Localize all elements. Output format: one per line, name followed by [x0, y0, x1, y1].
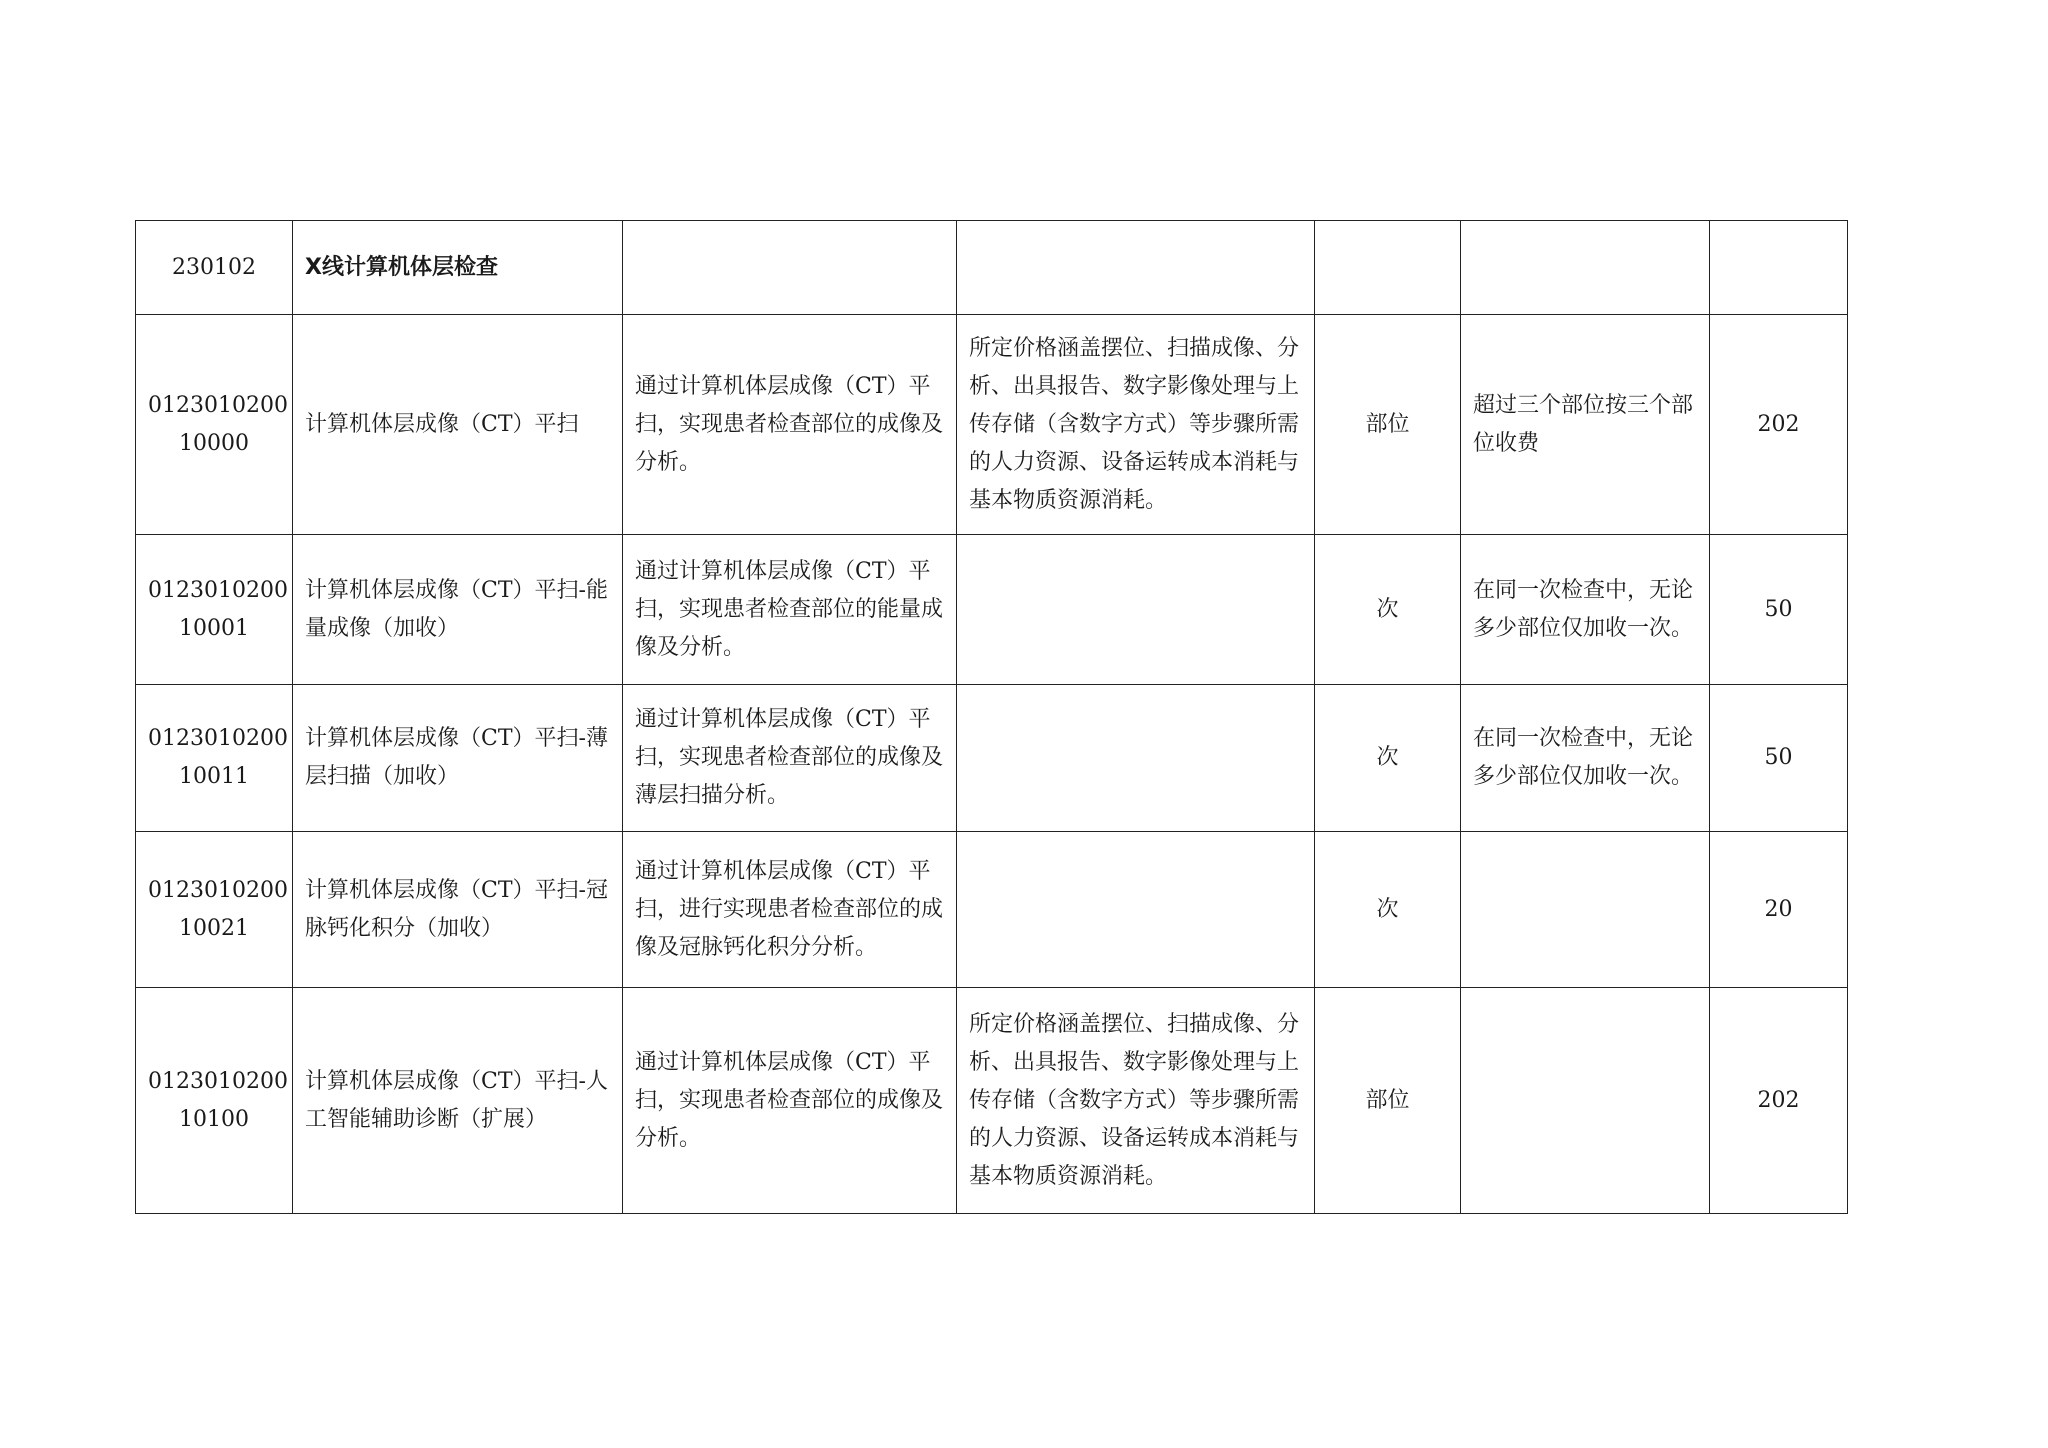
table-row	[136, 535, 1848, 685]
item-name: 计算机体层成像（CT）平扫-薄层扫描（加收）	[293, 685, 623, 832]
item-price-composition	[957, 685, 1315, 832]
item-code-line: 10000	[179, 430, 249, 456]
item-code	[136, 535, 293, 685]
item-price-composition: 所定价格涵盖摆位、扫描成像、分析、出具报告、数字影像处理与上传存储（含数字方式）等步骤所需的人力资源、设备运转成本消耗与基本物质资源消耗。	[957, 315, 1315, 535]
item-note: 在同一次检查中，无论多少部位仅加收一次。	[1461, 685, 1710, 832]
item-code-line: 10100	[179, 1106, 249, 1132]
item-price: 202	[1710, 988, 1848, 1214]
item-name: 计算机体层成像（CT）平扫	[293, 315, 623, 535]
item-unit: 部位	[1315, 988, 1461, 1214]
item-unit: 次	[1315, 535, 1461, 685]
item-content: 通过计算机体层成像（CT）平扫，实现患者检查部位的成像及分析。	[623, 988, 957, 1214]
item-unit: 次	[1315, 685, 1461, 832]
item-code-line: 10001	[179, 615, 249, 641]
item-code-line: 10011	[179, 764, 249, 789]
group-code: 230102	[136, 221, 293, 315]
table-row	[136, 315, 1848, 535]
item-name: 计算机体层成像（CT）平扫-能量成像（加收）	[293, 535, 623, 685]
group-unit-cell	[1315, 221, 1461, 315]
item-code-line: 0123010200	[148, 726, 288, 751]
item-code	[136, 988, 293, 1214]
item-content: 通过计算机体层成像（CT）平扫，实现患者检查部位的能量成像及分析。	[623, 535, 957, 685]
item-content: 通过计算机体层成像（CT）平扫，实现患者检查部位的成像及薄层扫描分析。	[623, 685, 957, 832]
table-row	[136, 832, 1848, 988]
price-table	[135, 220, 1848, 1214]
item-code	[136, 685, 293, 832]
group-row	[136, 221, 1848, 315]
item-unit: 部位	[1315, 315, 1461, 535]
item-price-composition	[957, 832, 1315, 988]
item-code	[136, 832, 293, 988]
item-note: 在同一次检查中，无论多少部位仅加收一次。	[1461, 535, 1710, 685]
group-note-cell	[1461, 221, 1710, 315]
item-name: 计算机体层成像（CT）平扫-冠脉钙化积分（加收）	[293, 832, 623, 988]
item-price: 50	[1710, 535, 1848, 685]
table-row	[136, 988, 1848, 1214]
item-code	[136, 315, 293, 535]
group-price-cell	[1710, 221, 1848, 315]
group-price-composition-cell	[957, 221, 1315, 315]
item-code-line: 0123010200	[148, 577, 288, 603]
item-price: 202	[1710, 315, 1848, 535]
table-row	[136, 685, 1848, 832]
item-unit: 次	[1315, 832, 1461, 988]
item-price-composition	[957, 535, 1315, 685]
item-code-line: 10021	[179, 915, 249, 941]
group-name: X线计算机体层检查	[293, 221, 623, 315]
item-price-composition: 所定价格涵盖摆位、扫描成像、分析、出具报告、数字影像处理与上传存储（含数字方式）等步骤所需的人力资源、设备运转成本消耗与基本物质资源消耗。	[957, 988, 1315, 1214]
item-price: 20	[1710, 832, 1848, 988]
item-content: 通过计算机体层成像（CT）平扫，进行实现患者检查部位的成像及冠脉钙化积分分析。	[623, 832, 957, 988]
item-code-line: 0123010200	[148, 392, 288, 418]
item-note	[1461, 988, 1710, 1214]
item-note: 超过三个部位按三个部位收费	[1461, 315, 1710, 535]
item-name: 计算机体层成像（CT）平扫-人工智能辅助诊断（扩展）	[293, 988, 623, 1214]
item-content: 通过计算机体层成像（CT）平扫，实现患者检查部位的成像及分析。	[623, 315, 957, 535]
item-note	[1461, 832, 1710, 988]
item-code-line: 0123010200	[148, 877, 288, 903]
item-code-line: 0123010200	[148, 1068, 288, 1094]
item-price: 50	[1710, 685, 1848, 832]
group-content-cell	[623, 221, 957, 315]
